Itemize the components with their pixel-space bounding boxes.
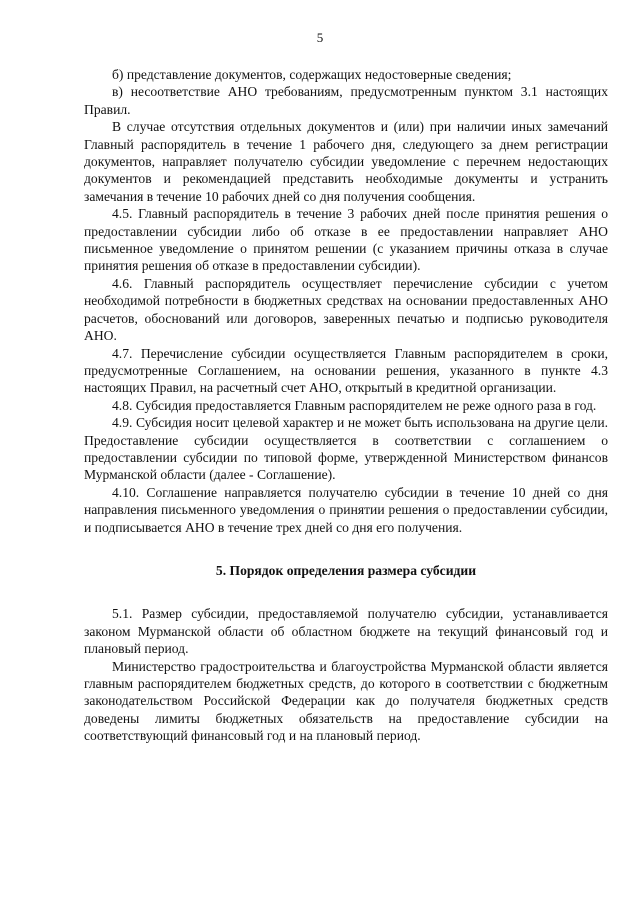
paragraph: Министерство градостроительства и благоустройства Мурманской области является главным распорядителем бюджетных средств, до которого в соответствии с бюджетным законодательством Российской Федерации как до получателя бюджетных средств доведены лимиты бюджетных обязательств на предоставление субсидии на соответствующий финансовый год и на плановый период. xyxy=(84,658,608,744)
document-body xyxy=(84,66,608,745)
paragraph: В случае отсутствия отдельных документов и (или) при наличии иных замечаний Главный распорядитель в течение 1 рабочего дня, следующего за днем регистрации документов, направляет получателю субсидии уведомление с перечнем недостающих документов и рекомендацией представить необходимые документы и устранить замечания в течение 10 рабочих дней со дня получения сообщения. xyxy=(84,119,608,204)
section-heading: 5. Порядок определения размера субсидии xyxy=(215,562,477,578)
paragraph: 4.8. Субсидия предоставляется Главным распорядителем не реже одного раза в год. xyxy=(112,397,597,413)
page-number: 5 xyxy=(316,30,324,45)
paragraph: 5.1. Размер субсидии, предоставляемой получателю субсидии, устанавливается законом Мурманской области об областном бюджете на текущий финансовый год и плановый период. xyxy=(84,606,608,657)
paragraph: 4.5. Главный распорядитель в течение 3 рабочих дней после принятия решения о предоставлении субсидии либо об отказе в ее предоставлении направляет АНО письменное уведомление о принятом решении (с указанием причины отказа в случае принятия решения об отказе в предоставлении субсидии). xyxy=(84,206,608,274)
paragraph: 4.6. Главный распорядитель осуществляет перечисление субсидии с учетом необходимой потребности в бюджетных средствах на основании предоставленных АНО расчетов, обоснований или договоров, заверенных печатью и подписью руководителя АНО. xyxy=(84,275,608,344)
paragraph: 4.7. Перечисление субсидии осуществляется Главным распорядителем в сроки, предусмотренные Соглашением, на основании решения, указанного в пункте 4.3 настоящих Правил, на расчетный счет АНО, открытый в кредитной организации. xyxy=(84,345,608,396)
paragraph: 4.10. Соглашение направляется получателю субсидии в течение 10 дней со дня направления письменного уведомления о принятии решения о предоставлении субсидии, и подписывается АНО в течение трех дней со дня его получения. xyxy=(84,484,608,535)
paragraph: 4.9. Субсидия носит целевой характер и не может быть использована на другие цели. Предоставление субсидии осуществляется в соответствии с соглашением о предоставлении субсидии по типовой форме, утвержденной Министерством финансов Мурманской области (далее - Соглашение). xyxy=(84,415,608,483)
paragraph: б) представление документов, содержащих недостоверные сведения; xyxy=(112,67,512,82)
paragraph: в) несоответствие АНО требованиям, предусмотренным пунктом 3.1 настоящих Правил. xyxy=(84,84,608,117)
